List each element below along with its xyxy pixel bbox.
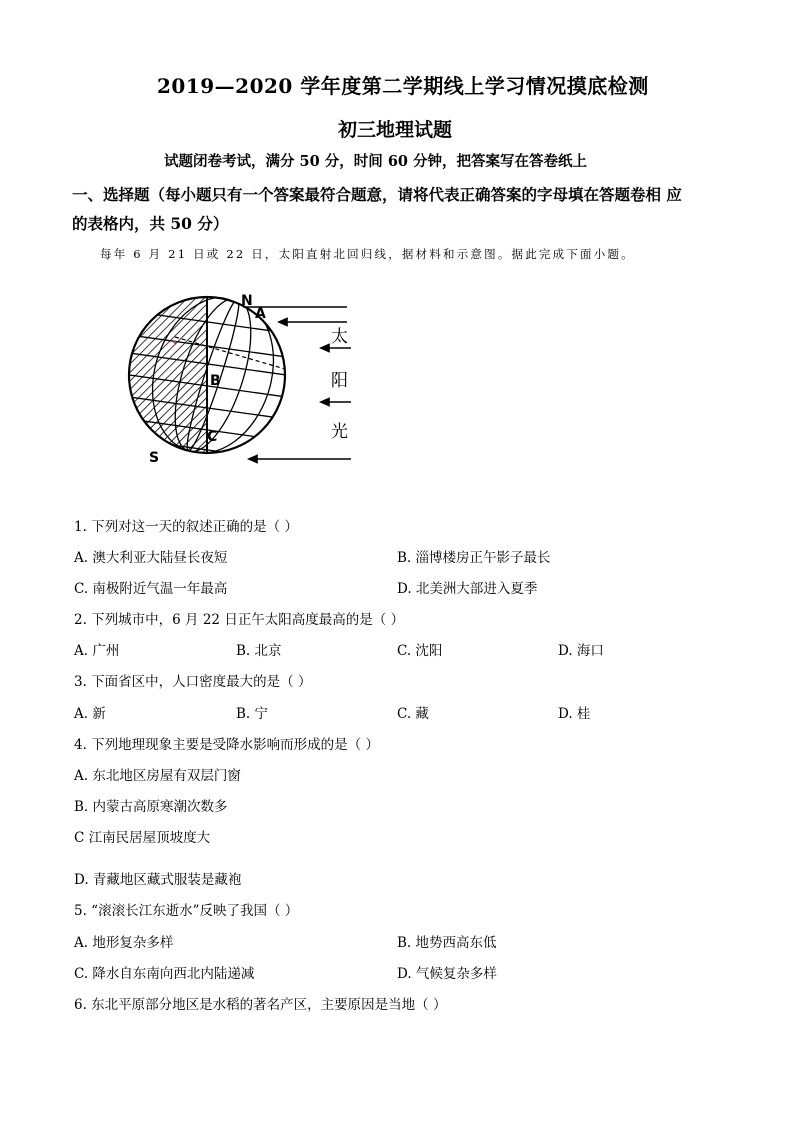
question-1-option-b: B. 淄博楼房正午影子最长 <box>397 550 551 566</box>
question-2-option-b: B. 北京 <box>236 643 282 659</box>
question-2-option-c: C. 沈阳 <box>397 643 443 659</box>
question-intro: 每年 6 月 21 日或 22 日，太阳直射北回归线，据材料和示意图。据此完成下面小题。 <box>100 247 635 261</box>
question-2-option-d: D. 海口 <box>558 643 604 659</box>
solstice-globe-figure <box>115 285 375 475</box>
question-6-stem: 6. 东北平原部分地区是水稻的著名产区，主要原因是当地（ ） <box>74 997 447 1013</box>
section-heading-line1: 一、选择题（每小题只有一个答案最符合题意，请将代表正确答案的字母填在答题卷相 应 <box>72 185 682 204</box>
question-1-option-d: D. 北美洲大部进入夏季 <box>397 581 538 597</box>
exam-note: 试题闭卷考试，满分 50 分，时间 60 分钟，把答案写在答卷纸上 <box>164 153 588 170</box>
question-3-stem: 3. 下面省区中，人口密度最大的是（ ） <box>74 674 312 690</box>
label-N: N <box>241 293 253 309</box>
question-3-option-d: D. 桂 <box>558 706 591 722</box>
question-3-option-c: C. 藏 <box>397 706 429 722</box>
question-3-option-b: B. 宁 <box>236 706 269 722</box>
page-title: 2019—2020 学年度第二学期线上学习情况摸底检测 <box>157 74 649 98</box>
label-C: C <box>207 429 218 445</box>
question-2-option-a: A. 广州 <box>74 643 120 659</box>
question-4-option-a: A. 东北地区房屋有双层门窗 <box>74 768 241 784</box>
question-5-option-a: A. 地形复杂多样 <box>74 935 174 951</box>
page-subtitle: 初三地理试题 <box>338 119 453 141</box>
location-mark <box>173 340 176 343</box>
question-4-option-d: D. 青藏地区藏式服装是藏袍 <box>74 872 242 888</box>
question-2-stem: 2. 下列城市中，6 月 22 日正午太阳高度最高的是（ ） <box>74 612 405 628</box>
label-A: A <box>255 306 266 322</box>
section-heading-line2: 的表格内，共 50 分） <box>72 214 229 233</box>
question-5-option-c: C. 降水自东南向西北内陆递减 <box>74 966 255 982</box>
question-4-stem: 4. 下列地理现象主要是受降水影响而形成的是（ ） <box>74 737 379 753</box>
question-4-option-b: B. 内蒙古高原寒潮次数多 <box>74 799 228 815</box>
question-1-stem: 1. 下列对这一天的叙述正确的是（ ） <box>74 519 298 535</box>
question-4-option-c: C 江南民居屋顶坡度大 <box>74 830 211 846</box>
sun-char-3: 光 <box>331 422 348 442</box>
question-5-stem: 5. “滚滚长江东逝水”反映了我国（ ） <box>74 903 299 919</box>
question-5-option-b: B. 地势西高东低 <box>397 935 497 951</box>
question-3-option-a: A. 新 <box>74 706 106 722</box>
sun-char-2: 阳 <box>331 371 348 391</box>
sun-char-1: 太 <box>331 327 348 347</box>
label-B: B <box>210 373 221 389</box>
question-1-option-a: A. 澳大利亚大陆昼长夜短 <box>74 550 228 566</box>
question-1-option-c: C. 南极附近气温一年最高 <box>74 581 228 597</box>
label-S: S <box>149 450 160 466</box>
question-5-option-d: D. 气候复杂多样 <box>397 966 497 982</box>
